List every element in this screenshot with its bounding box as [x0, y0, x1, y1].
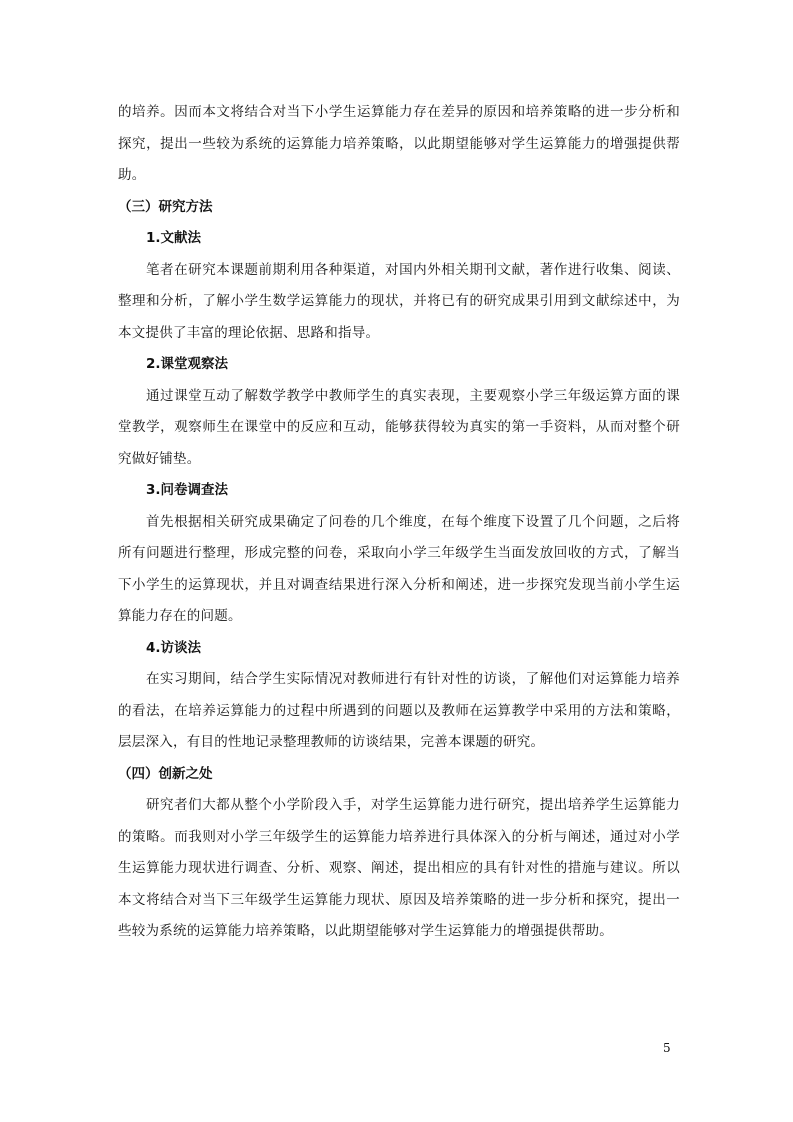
section-heading-innovation: （四）创新之处	[118, 765, 213, 782]
method-heading-literature: 1.文献法	[146, 230, 202, 246]
intro-paragraph: 的培养。因而本文将结合对当下小学生运算能力存在差异的原因和培养策略的进一步分析和探究，提出一些较为系统的运算能力培养策略，以此期望能够对学生运算能力的增强提供帮助。	[118, 104, 680, 183]
method-paragraph-interview: 在实习期间，结合学生实际情况对教师进行有针对性的访谈，了解他们对运算能力培养的看法，在培养运算能力的过程中所遇到的问题以及教师在运算教学中采用的方法和策略，层层深入，有目的性地记录整理教师的访谈结果，完善本课题的研究。	[118, 671, 680, 750]
method-paragraph-classroom-observation: 通过课堂互动了解数学教学中教师学生的真实表现，主要观察小学三年级运算方面的课堂教学，观察师生在课堂中的反应和互动，能够获得较为真实的第一手资料，从而对整个研究做好铺垫。	[118, 387, 680, 467]
innovation-paragraph: 研究者们大都从整个小学阶段入手，对学生运算能力进行研究，提出培养学生运算能力的策略。而我则对小学三年级学生的运算能力培养进行具体深入的分析与阐述，通过对小学生运算能力现状进行调查、分析、观察、阐述，提出相应的具有针对性的措施与建议。所以本文将结合对当下三年级学生运算能力现状、原因及培养策略的进一步分析和探究，提出一些较为系统的运算能力培养策略，以此期望能够对学生运算能力的增强提供帮助。	[118, 797, 680, 939]
method-heading-interview: 4.访谈法	[146, 639, 202, 656]
method-paragraph-literature: 笔者在研究本课题前期利用各种渠道，对国内外相关期刊文献，著作进行收集、阅读、整理和分析，了解小学生数学运算能力的现状，并将已有的研究成果引用到文献综述中，为本文提供了丰富的理论依据、思路和指导。	[118, 261, 680, 341]
method-paragraph-questionnaire: 首先根据相关研究成果确定了问卷的几个维度，在每个维度下设置了几个问题，之后将所有问题进行整理，形成完整的问卷，采取向小学三年级学生当面发放回收的方式，了解当下小学生的运算现状，并且对调查结果进行深入分析和阐述，进一步探究发现当前小学生运算能力存在的问题。	[118, 513, 680, 624]
section-heading-research-methods: （三）研究方法	[118, 198, 213, 215]
page-content	[118, 97, 680, 948]
method-heading-questionnaire: 3.问卷调查法	[146, 482, 229, 498]
method-heading-classroom-observation: 2.课堂观察法	[146, 356, 229, 372]
page-number: 5	[663, 1041, 671, 1055]
